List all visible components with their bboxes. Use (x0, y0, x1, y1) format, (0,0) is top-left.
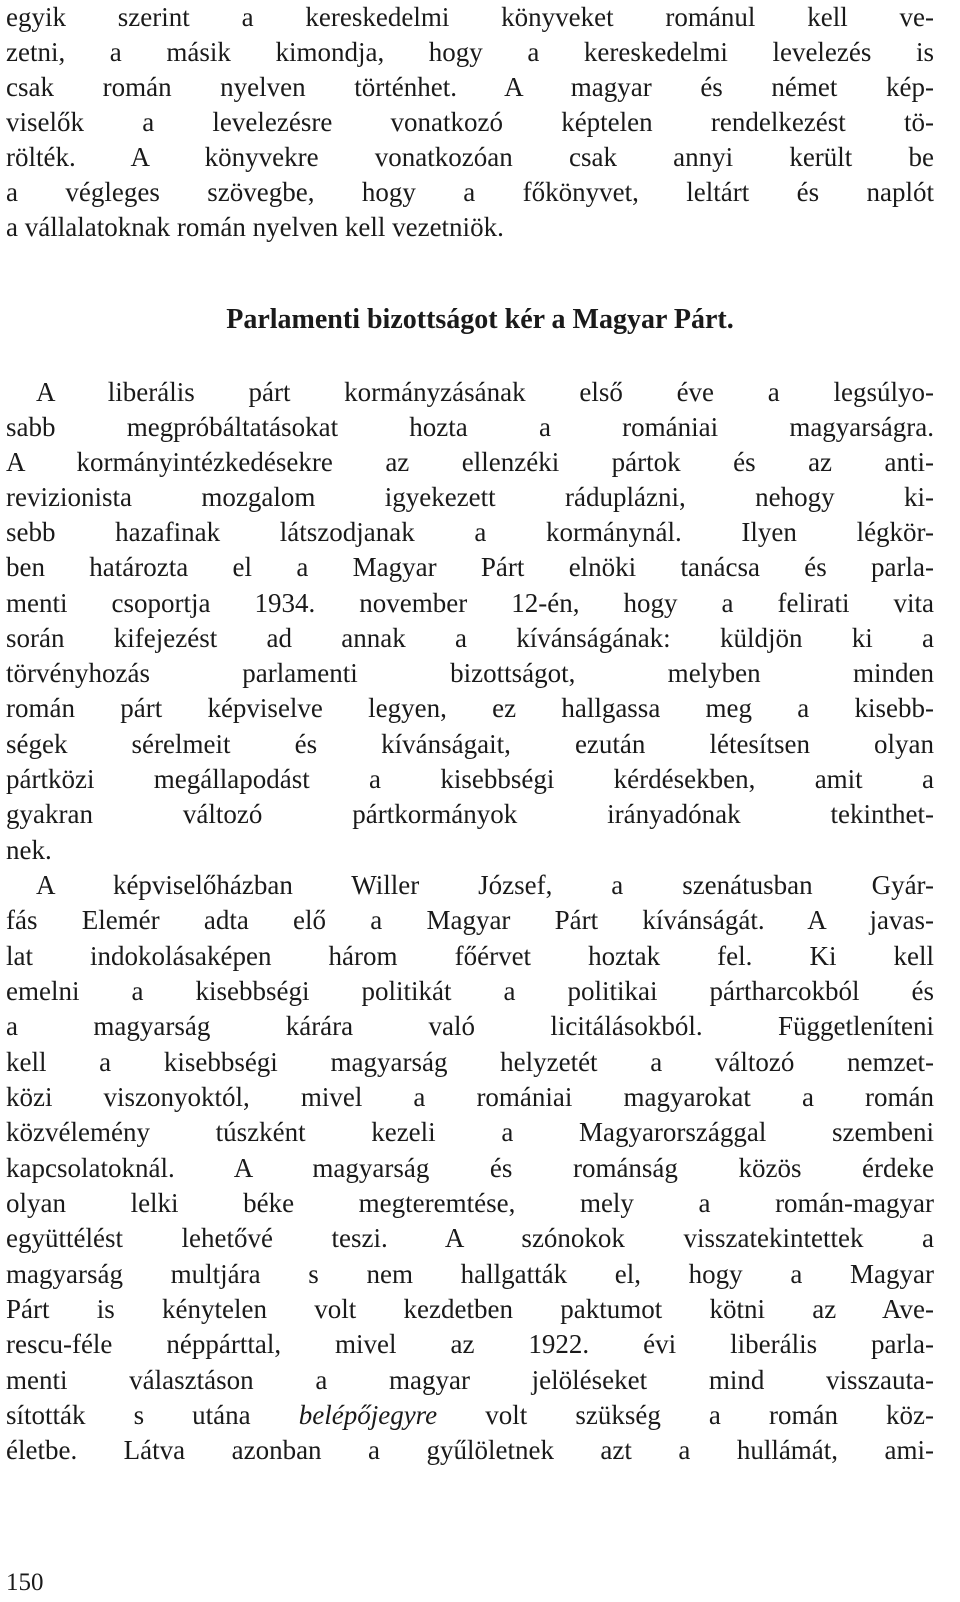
text-line: közvélemény túszként kezeli a Magyarországgal szembeni (6, 1117, 934, 1147)
text-line: A kormányintézkedésekre az ellenzéki pártok és az anti- (6, 447, 934, 477)
text-line: lat indokolásaképen három főérvet hoztak fel. Ki kell (6, 941, 934, 971)
text-segment: volt szükség a román köz- (437, 1400, 935, 1430)
text-line: olyan lelki béke megteremtése, mely a román-magyar (6, 1188, 934, 1218)
page-number: 150 (6, 1569, 44, 1596)
text-line: ségek sérelmeit és kívánságait, ezután létesítsen olyan (6, 729, 934, 759)
text-line: magyarság multjára s nem hallgatták el, hogy a Magyar (6, 1259, 934, 1289)
text-line: során kifejezést ad annak a kívánságának: küldjön ki a (6, 623, 934, 653)
text-line: fás Elemér adta elő a Magyar Párt kívánságát. A javas- (6, 905, 934, 935)
text-line-with-italic (6, 1398, 934, 1433)
text-line: Párt is kénytelen volt kezdetben paktumot kötni az Ave- (6, 1294, 934, 1324)
text-line: A képviselőházban Willer József, a szenátusban Gyár- (36, 870, 934, 900)
section-heading: Parlamenti bizottságot kér a Magyar Párt. (226, 304, 734, 335)
text-line: revizionista mozgalom igyekezett ráduplázni, nehogy ki- (6, 482, 934, 512)
text-line: közi viszonyoktól, mivel a romániai magyarokat a román (6, 1082, 934, 1112)
text-line: A liberális párt kormányzásának első éve a legsúlyo- (36, 377, 934, 407)
text-line: sabb megpróbáltatásokat hozta a romániai magyarságra. (6, 412, 934, 442)
text-line: a vállalatoknak román nyelven kell vezetniök. (6, 212, 504, 242)
text-line: sebb hazafinak látszodjanak a kormánynál. Ilyen légkör- (6, 517, 934, 547)
text-line: kapcsolatoknál. A magyarság és románság közös érdeke (6, 1153, 934, 1183)
text-line: emelni a kisebbségi politikát a politikai pártharcokból és (6, 976, 934, 1006)
text-line: pártközi megállapodást a kisebbségi kérdésekben, amit a (6, 764, 934, 794)
text-line: kell a kisebbségi magyarság helyzetét a változó nemzet- (6, 1047, 934, 1077)
text-line: rescu-féle néppárttal, mivel az 1922. évi liberális parla- (6, 1329, 934, 1359)
text-line: törvényhozás parlamenti bizottságot, melyben minden (6, 658, 934, 688)
italic-term: belépőjegyre (298, 1400, 438, 1430)
text-line: viselők a levelezésre vonatkozó képtelen rendelkezést tö- (6, 107, 934, 137)
text-line: életbe. Látva azonban a gyűlöletnek azt a hullámát, ami- (6, 1435, 934, 1465)
text-line: ben határozta el a Magyar Párt elnöki tanácsa és parla- (6, 552, 934, 582)
text-line: a végleges szövegbe, hogy a főkönyvet, leltárt és naplót (6, 177, 934, 207)
text-line: román párt képviselve legyen, ez hallgassa meg a kisebb- (6, 693, 934, 723)
text-line: rölték. A könyvekre vonatkozóan csak annyi került be (6, 142, 934, 172)
text-line: a magyarság kárára való licitálásokból. Függetleníteni (6, 1011, 934, 1041)
text-line: menti csoportja 1934. november 12-én, hogy a felirati vita (6, 588, 934, 618)
text-line: egyik szerint a kereskedelmi könyveket románul kell ve- (6, 2, 934, 32)
text-segment: sították s utána (6, 1400, 299, 1430)
text-line: zetni, a másik kimondja, hogy a kereskedelmi levelezés is (6, 37, 934, 67)
text-line: gyakran változó pártkormányok irányadónak tekinthet- (6, 799, 934, 829)
text-line: nek. (6, 835, 52, 865)
text-line: menti választáson a magyar jelöléseket mind visszauta- (6, 1365, 934, 1395)
text-line: együttélést lehetővé teszi. A szónokok visszatekintettek a (6, 1223, 934, 1253)
text-line: csak román nyelven történhet. A magyar és német kép- (6, 72, 934, 102)
